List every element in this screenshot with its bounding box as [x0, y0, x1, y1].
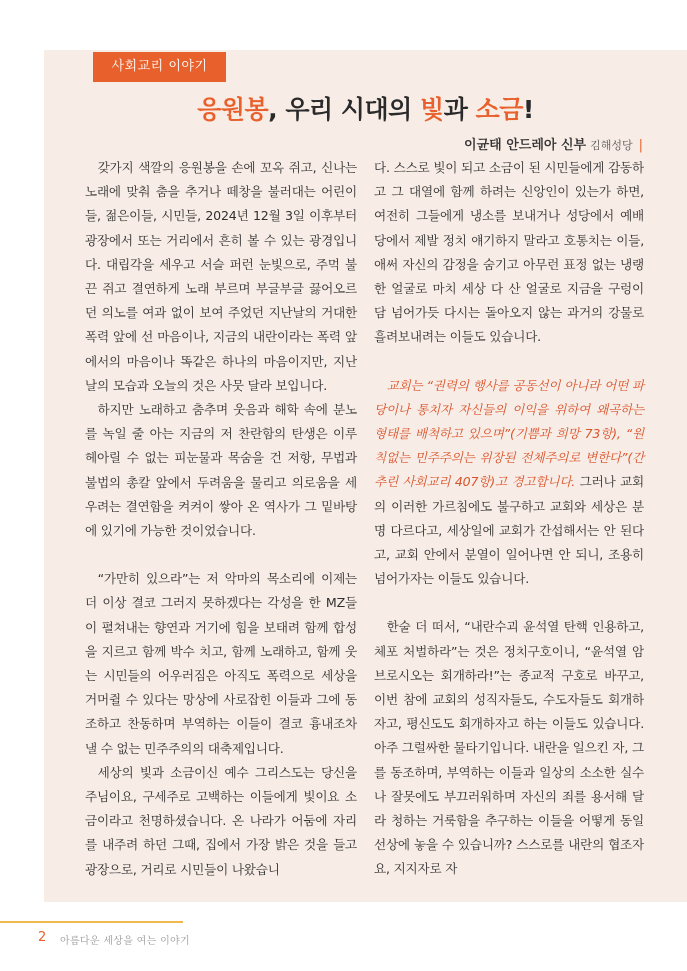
left-paragraph-2: 하지만 노래하고 춤추며 웃음과 해학 속에 분노를 녹일 줄 아는 지금의 저 찬란함의 탄생은 이루 헤아릴 수 없는 피눈물과 목숨을 건 저항, 무법과 불법의 총칼 앞에서 두려움을 물리고 의로움을 세우려는 결연함을 켜켜이 쌓아 온 역사가 그 밑바탕에 있기에 가능한 것이었습니다.: [85, 402, 357, 539]
church-teaching-quote: 교회는 “권력의 행사를 공동선이 아니라 어떤 파당이나 통치자 자신들의 이익을 위하여 왜곡하는 형태를 배척하고 있으며”(기쁨과 희망 73항), “원칙없는 민주주의는 위장된 전체주의로 변한다”(간추린 사회교리 407항)고 경고합니다.: [374, 377, 644, 490]
author-name: 이균태 안드레아 신부: [464, 138, 587, 153]
category-tab: 사회교리 이야기: [93, 52, 226, 82]
right-paragraph-3: 한술 더 떠서, “내란수괴 윤석열 탄핵 인용하고, 체포 처벌하라”는 것은 정치구호이니, “윤석열 암브로시오는 회개하라!”는 종교적 구호로 바꾸고, 이번 참에 교회의 성직자들도, 수도자들도 회개하자고, 평신도도 회개하자고 하는 이들도 있습니다. 아주 그럴싸한 물타기입니다. 내란을 일으킨 자, 그를 동조하며, 부역하는 이들과 일상의 소소한 실수나 잘못에도 부끄러워하며 자신의 죄를 용서해 달라 청하는 거룩함을 추구하는 이들을 어떻게 동일선상에 놓을 수 있습니까? 스스로를 내란의 협조자요, 지지자로 자: [374, 619, 644, 877]
title-highlight-light: 빛: [420, 95, 444, 124]
page-number: 2: [38, 930, 47, 945]
title-text-a: , 우리 시대의: [268, 95, 421, 124]
left-paragraph-4: 세상의 빛과 소금이신 예수 그리스도는 당신을 주님이요, 구세주로 고백하는 이들에게 빛이요 소금이라고 천명하셨습니다. 온 나라가 어둠에 자리를 내주려 하던 그때, 집에서 가장 밝은 것을 들고 광장으로, 거리로 시민들이 나왔습니: [85, 764, 357, 877]
footer-divider: [0, 921, 183, 923]
author-parish: 김해성당: [590, 139, 633, 152]
right-paragraph-1: 다. 스스로 빛이 되고 소금이 된 시민들에게 감동하고 그 대열에 함께 하려는 신앙인이 있는가 하면, 여전히 그들에게 냉소를 보내거나 성당에서 예배당에서 제발 정치 얘기하지 말라고 호통치는 이들, 애써 자신의 감정을 숨기고 아무런 표정 없는 냉랭한 얼굴로 마치 세상 다 산 얼굴로 지금을 구렁이 담 넘어가듯 다시는 돌아오지 않는 과거의 강물로 흘려보내려는 이들도 있습니다.: [374, 160, 644, 345]
title-text-b: 과: [443, 95, 476, 124]
title-highlight-salt: 소금: [475, 95, 523, 124]
title-highlight-cheer: 응원봉: [197, 95, 269, 124]
title-text-c: !: [522, 95, 534, 124]
right-paragraph-2: [374, 374, 644, 592]
left-column: [85, 156, 357, 882]
byline-bar: |: [638, 138, 643, 153]
left-paragraph-1: 갖가지 색깔의 응원봉을 손에 꼬옥 쥐고, 신나는 노래에 맞춰 춤을 추거나 떼창을 불러대는 어린이들, 젊은이들, 시민들, 2024년 12월 3일 이후부터 광장에서 또는 거리에서 흔히 볼 수 있는 광경입니다. 대립각을 세우고 서슬 퍼런 눈빛으로, 주먹 불끈 쥐고 결연하게 노래 부르며 부글부글 끓어오르던 의노를 여과 없이 보여 주었던 지난날의 거대한 폭력 앞에 선 마음이나, 지금의 내란이라는 폭력 앞에서의 마음이나 똑같은 하나의 마음이지만, 지난날의 모습과 오늘의 것은 사뭇 달라 보입니다.: [85, 160, 357, 393]
author-byline: [464, 134, 643, 153]
article-title: [44, 90, 687, 126]
right-column: [374, 156, 644, 882]
magazine-title: 아름다운 세상을 여는 이야기: [60, 936, 190, 947]
right-paragraph-2-rest: 그러나 교회의 이러한 가르침에도 불구하고 교회와 세상은 분명 다르다고, 세상일에 교회가 간섭해서는 안 된다고, 교회 안에서 분열이 일어나면 안 되니, 조용히 넘어가자는 이들도 있습니다.: [374, 474, 644, 587]
left-paragraph-3: “가만히 있으라”는 저 악마의 목소리에 이제는 더 이상 결코 그러지 못하겠다는 각성을 한 MZ들이 펼쳐내는 향연과 거기에 힘을 보태려 함께 합성을 지르고 함께 박수 치고, 함께 노래하고, 함께 웃는 시민들의 어우러짐은 아직도 폭력으로 세상을 거머쥘 수 있다는 망상에 사로잡힌 이들과 그에 동조하고 찬동하며 부역하는 이들이 결코 흉내조차 낼 수 없는 민주주의의 대축제입니다.: [85, 571, 357, 756]
